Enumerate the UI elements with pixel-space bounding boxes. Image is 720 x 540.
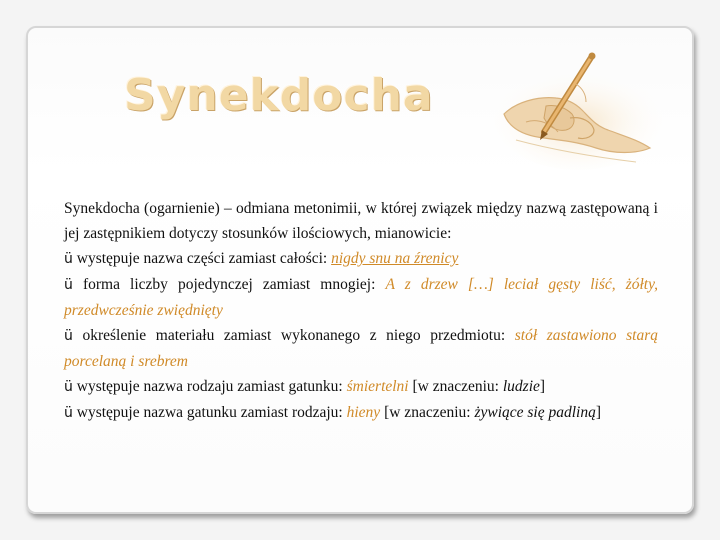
list-item xyxy=(64,374,658,400)
hand-writing-with-pen-icon xyxy=(486,44,662,172)
checkmark-icon: ü xyxy=(64,328,73,344)
list-item xyxy=(64,246,658,272)
item-note-prefix: [w znaczeniu: xyxy=(380,404,475,421)
item-example: stół zastawiono starą porcelaną i srebrem xyxy=(64,327,659,370)
item-text: forma liczby pojedynczej zamiast mnogiej: xyxy=(72,276,386,293)
item-text: określenie materiału zamiast wykonanego z niego przedmiotu: xyxy=(72,327,515,344)
checkmark-icon: ü xyxy=(64,251,73,267)
item-example: hieny xyxy=(346,404,381,421)
item-note-suffix: ] xyxy=(539,378,546,395)
item-text: występuje nazwa części zamiast całości: xyxy=(72,250,332,267)
list-item xyxy=(64,272,658,323)
item-note: żywiące się padliną xyxy=(474,404,596,421)
slide-title: Synekdocha xyxy=(124,70,434,121)
checkmark-icon: ü xyxy=(64,379,73,395)
item-note-suffix: ] xyxy=(595,404,602,421)
list-item xyxy=(64,323,658,374)
list-item xyxy=(64,400,658,426)
item-text: występuje nazwa gatunku zamiast rodzaju: xyxy=(72,404,347,421)
item-text: występuje nazwa rodzaju zamiast gatunku: xyxy=(72,378,347,395)
item-example: A z drzew […] leciał gęsty liść, żółty, przedwcześnie zwiędnięty xyxy=(64,276,658,319)
checkmark-icon: ü xyxy=(64,277,73,293)
item-example: śmiertelni xyxy=(346,378,409,395)
checkmark-icon: ü xyxy=(64,405,73,421)
item-note: ludzie xyxy=(502,378,540,395)
definition-term: Synekdocha xyxy=(64,200,140,217)
item-example: nigdy snu na źrenicy xyxy=(331,250,459,267)
item-note-prefix: [w znaczeniu: xyxy=(408,378,503,395)
slide-body xyxy=(64,196,658,426)
definition-text: (ogarnienie) – odmiana metonimii, w której związek między nazwą zastępowaną i jej zastępnikiem dotyczy stosunków ilościowych, mianowicie: xyxy=(64,200,658,242)
definition-paragraph xyxy=(64,196,658,246)
